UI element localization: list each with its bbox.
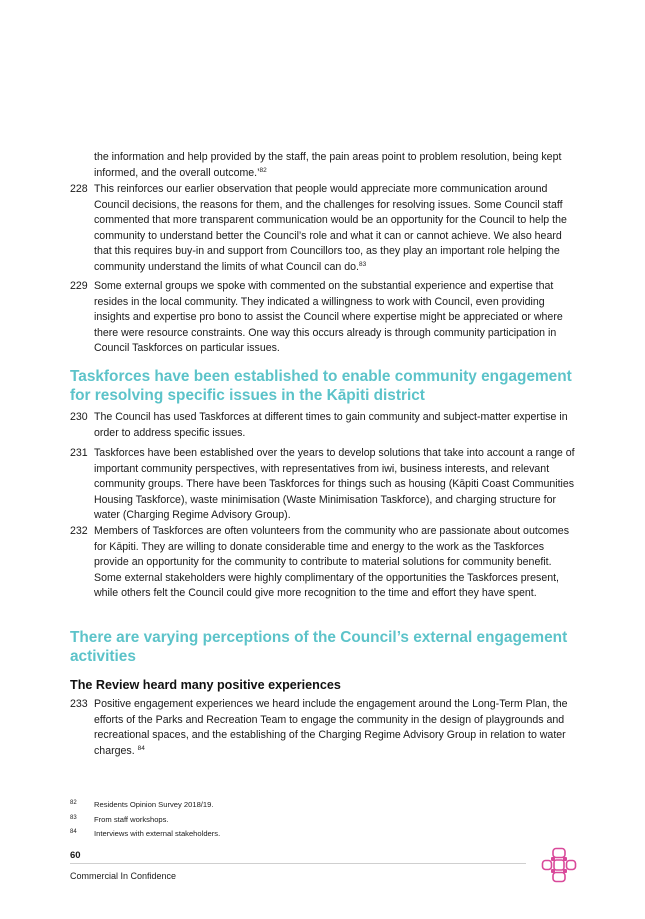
footnote-number: 82 (70, 800, 77, 806)
paragraph-233 (70, 697, 580, 759)
paragraph-228 (70, 182, 580, 276)
paragraph-number: 231 (70, 447, 88, 459)
paragraph-230 (70, 410, 580, 441)
paragraph-text: This reinforces our earlier observation that people would appreciate more communication around Council decisions, the reasons for them, and the challenges for resolving issues. Some Council staff commented that more transparent communication would be an opportunity for the Council to help the community to understand better the Council’s role and what it can or cannot achieve. We also heard that this requires buy-in and support from Councillors too, as they play an important role helping the community understand the limits of what Council can do. (94, 183, 567, 273)
footnote-84 (70, 829, 220, 839)
paragraph-number: 229 (70, 280, 88, 292)
footnote-83 (70, 815, 169, 825)
paragraph-229 (70, 279, 580, 357)
paragraph-number: 230 (70, 411, 88, 423)
footnote-text: From staff workshops. (94, 815, 169, 824)
footnote-number: 83 (70, 815, 77, 821)
footnote-82 (70, 800, 213, 810)
section-heading-taskforces: Taskforces have been established to enable community engagement for resolving specific issues in the Kāpiti district (70, 368, 572, 404)
paragraph-number: 233 (70, 698, 88, 710)
paragraph-text: Taskforces have been established over the years to develop solutions that take into account a range of important community perspectives, with representatives from iwi, business interests, and relevant community groups. There have been Taskforces for things such as housing (Kāpiti Coast Communities Housing Taskforce), waste minimisation (Waste Minimisation Taskforce), and charging structure for water (Charging Regime Advisory Group). (94, 447, 575, 522)
footnote-number: 84 (70, 829, 77, 835)
footnote-text: Residents Opinion Survey 2018/19. (94, 800, 214, 809)
paragraph-232 (70, 524, 580, 602)
paragraph-number: 232 (70, 525, 88, 537)
paragraph-231 (70, 446, 580, 524)
paragraph-text: Members of Taskforces are often volunteers from the community who are passionate about outcomes for Kāpiti. They are willing to donate considerable time and energy to the work as the Taskforces provide an opportunity for the community to contribute to material solutions for community benefit. Some external stakeholders were highly complimentary of the opportunities the Taskforces present, while others felt the Council could give more recognition to the time and effort they have spent. (94, 525, 569, 600)
section-heading-perceptions: There are varying perceptions of the Council’s external engagement activities (70, 629, 568, 665)
paragraph-number: 228 (70, 183, 88, 195)
footnote-text: Interviews with external stakeholders. (94, 829, 221, 838)
paragraph-text: The Council has used Taskforces at different times to gain community and subject-matter expertise in order to address specific issues. (94, 411, 568, 439)
paragraph-227-continued: the information and help provided by the staff, the pain areas point to problem resolution, being kept informed, and the overall outcome.’$^{82}$ (94, 151, 562, 179)
page-number: 60 (70, 850, 81, 861)
paragraph-text: Some external groups we spoke with commented on the substantial experience and expertise that resides in the local community. They indicated a willingness to work with Council, even providing insights and expertise pro bono to assist the Council where expertise might be appreciated or where there were resource constraints. One way this occurs already is through community participation in Council Taskforces on particular issues. (94, 280, 563, 355)
footer-classification: Commercial In Confidence (70, 871, 177, 881)
paragraph-text: Positive engagement experiences we heard include the engagement around the Long-Term Plan, the efforts of the Parks and Recreation Team to engage the community in the design of playgrounds and recreational spaces, and the establishing of the Charging Regime Advisory Group in relation to water charges. (94, 698, 568, 757)
footnote-ref-84[interactable]: 84 (137, 744, 145, 752)
footer-divider (70, 863, 526, 864)
subheading-positive-experiences: The Review heard many positive experiences (70, 678, 341, 692)
footnote-ref-83[interactable]: 83 (358, 260, 367, 268)
footnote-ref-82[interactable]: 82 (259, 166, 267, 174)
pink-lattice-logo-icon (541, 847, 577, 883)
